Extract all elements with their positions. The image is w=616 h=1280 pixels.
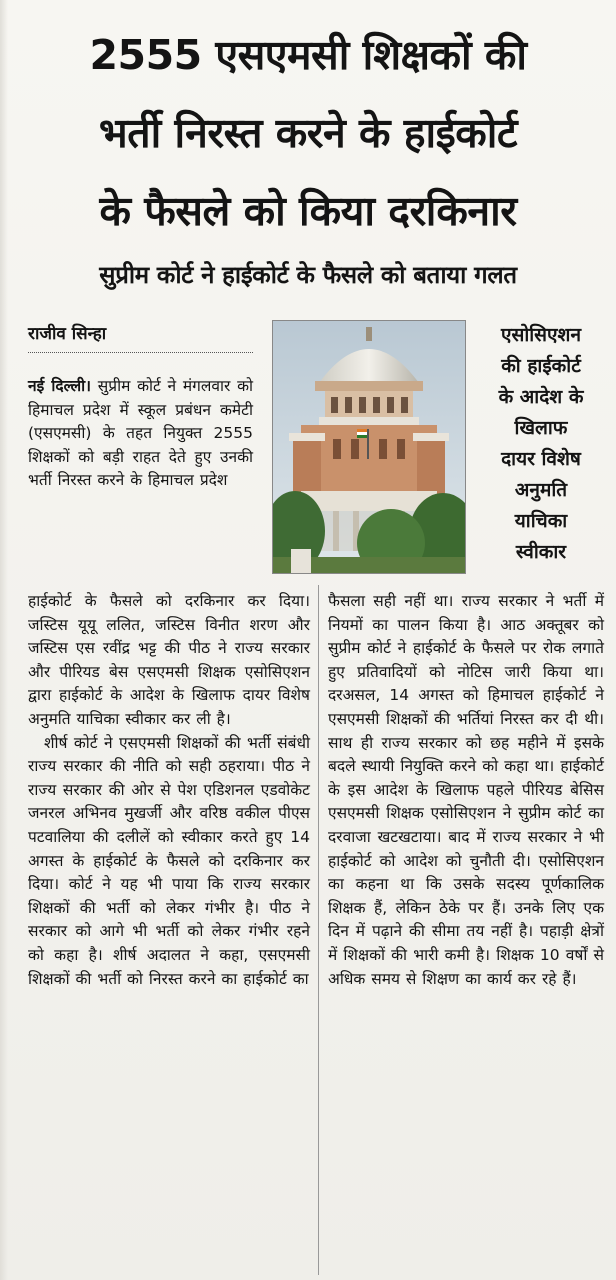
body-column-right: [328, 590, 604, 991]
headline-line: के फैसले को किया दरकिनार: [99, 187, 517, 235]
body-paragraph: शीर्ष कोर्ट ने एसएमसी शिक्षकों की भर्ती संबंधी राज्य सरकार की नीति को सही ठहराया। पीठ ने राज्य सरकार की ओर से पेश एडिशनल एडवोकेट जनरल अभिनव मुखर्जी और वरिष्ठ वकील पीएस पटवालिया की दलीलें को स्वीकार करते हुए 14 अगस्त के हाईकोर्ट के फैसले को दरकिनार कर दिया। कोर्ट ने यह भी पाया कि राज्य सरकार शिक्षकों की भर्ती को लेकर गंभीर है। पीठ ने सरकार को आगे भी भर्ती को लेकर गंभीर रहने को कहा है। शीर्ष अदालत ने कहा, एसएमसी शिक्षकों की भर्ती को निरस्त करने का हाईकोर्ट का: [28, 733, 310, 988]
byline: राजीव सिन्हा: [28, 322, 253, 353]
lead-text: सुप्रीम कोर्ट ने मंगलवार को हिमाचल प्रदेश में स्कूल प्रबंधन कमेटी (एसएमसी) के तहत नियुक्त 2555 शिक्षकों को बड़ी राहत देते हुए उनकी भर्ती निरस्त करने के हिमाचल प्रदेश: [28, 377, 253, 490]
pull-quote-line: स्वीकार: [515, 541, 567, 563]
pull-quote: [478, 320, 604, 568]
supreme-court-building-image: [273, 321, 465, 573]
headline-line: 2555 एसएमसी शिक्षकों की: [89, 31, 527, 79]
pull-quote-line: दायर विशेष: [501, 448, 581, 470]
column-divider: [318, 585, 319, 1275]
supreme-court-photo: [272, 320, 466, 574]
pull-quote-line: याचिका: [514, 510, 568, 532]
lead-paragraph: [28, 375, 253, 493]
pull-quote-line: अनुमति: [514, 479, 568, 501]
headline: [6, 16, 610, 250]
dateline: नई दिल्ली।: [28, 377, 92, 395]
pull-quote-line: के आदेश के: [498, 386, 584, 408]
body-paragraph: हाईकोर्ट के फैसले को दरकिनार कर दिया। जस्टिस यूयू ललित, जस्टिस विनीत शरण और जस्टिस एस रवींद्र भट्ट की पीठ ने राज्य सरकार और पीरियड बेस एसएमसी शिक्षक एसोसिएशन द्वारा हाईकोर्ट के आदेश के खिलाफ दायर विशेष अनुमति याचिका स्वीकार कर ली है।: [28, 592, 310, 728]
body-paragraph: फैसला सही नहीं था। राज्य सरकार ने भर्ती में नियमों का पालन किया है। आठ अक्तूबर को सुप्रीम कोर्ट ने हाईकोर्ट के फैसले पर रोक लगाते हुए प्रतिवादियों को नोटिस जारी किया था। दरअसल, 14 अगस्त को हिमाचल हाईकोर्ट ने एसएमसी शिक्षकों की भर्तियां निरस्त कर दी थी। साथ ही राज्य सरकार को छह महीने में इसके बदले स्थायी नियुक्ति करने को कहा था। हाईकोर्ट के इस आदेश के खिलाफ पहले पीरियड बेसिस एसएमसी शिक्षक एसोसिएशन ने सुप्रीम कोर्ट का दरवाजा खटखटाया। बाद में राज्य सरकार ने भी हाईकोर्ट को आदेश को चुनौती दी। एसोसिएशन का कहना था कि उसके सदस्य पूर्णकालिक शिक्षक हैं, लेकिन ठेके पर हैं। उनके लिए एक दिन में पढ़ाने की सीमा तय नहीं है। पहाड़ी क्षेत्रों में शिक्षकों की भारी कमी है। शिक्षक 10 वर्षों से अधिक समय से शिक्षण का कार्य कर रहे हैं।: [328, 592, 604, 988]
pull-quote-line: की हाईकोर्ट: [501, 355, 581, 377]
body-column-left: [28, 590, 310, 991]
subheadline: सुप्रीम कोर्ट ने हाईकोर्ट के फैसले को बताया गलत: [99, 261, 517, 289]
headline-line: भर्ती निरस्त करने के हाईकोर्ट: [98, 109, 518, 157]
pull-quote-line: एसोसिएशन: [500, 324, 581, 346]
pull-quote-line: खिलाफ: [514, 417, 568, 439]
